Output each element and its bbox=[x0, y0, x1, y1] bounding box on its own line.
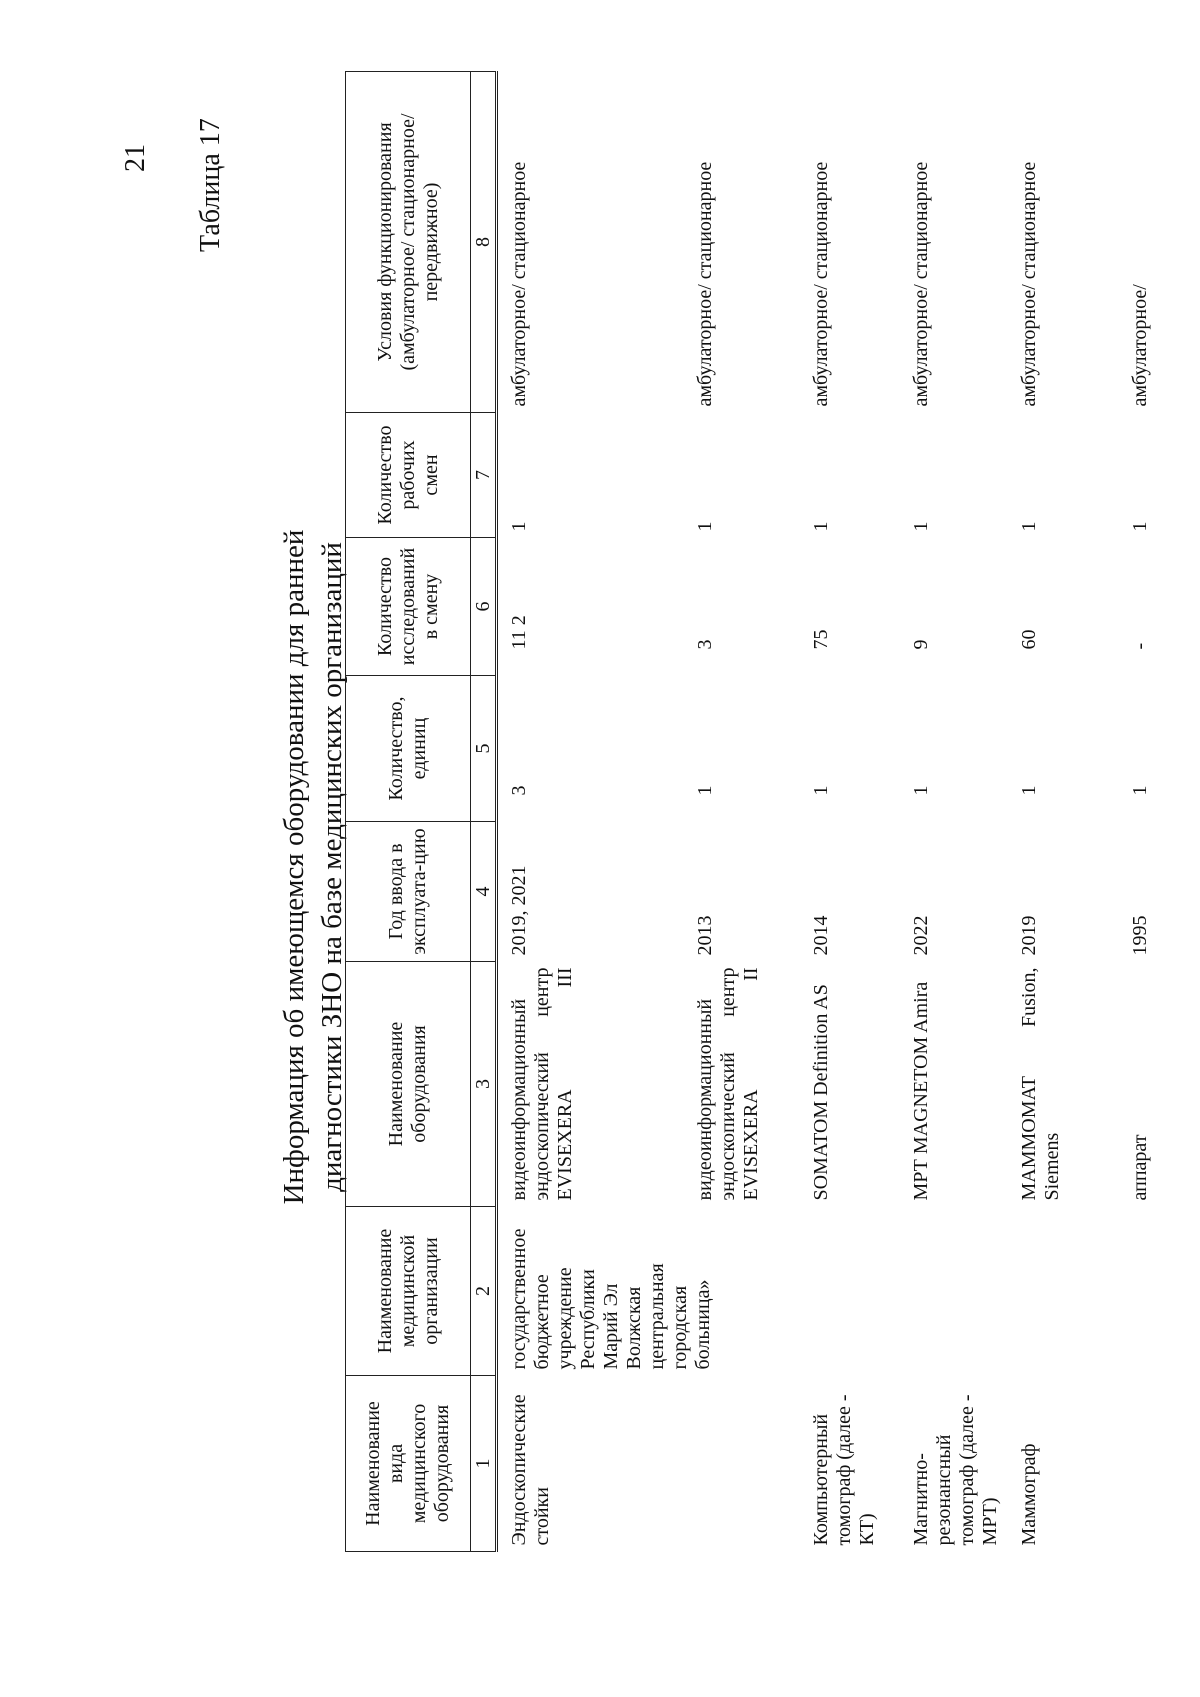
page-number: 21 bbox=[120, 144, 151, 172]
cell-year: 2013 bbox=[694, 915, 716, 956]
cell-studies: 11 2 bbox=[508, 615, 530, 650]
cell-organization: государственное бюджетное учреждение Республики Марий Эл Волжская центральная городская больница» bbox=[508, 1228, 714, 1370]
cell-conditions: амбулаторное/ стационарное bbox=[508, 161, 530, 407]
cell-type bbox=[684, 1376, 800, 1552]
cell-studies: 3 bbox=[694, 639, 716, 650]
column-number: 8 bbox=[471, 72, 497, 413]
column-number: 2 bbox=[471, 1207, 497, 1376]
cell-year: 2022 bbox=[910, 915, 932, 956]
cell-conditions: амбулаторное/ стационарное bbox=[810, 161, 832, 407]
header-year: Год ввода в эксплуата-цию bbox=[346, 822, 471, 962]
cell-shifts: 1 bbox=[1018, 521, 1040, 532]
column-number: 3 bbox=[471, 962, 497, 1207]
header-conditions: Условия функционирования (амбулаторное/ стационарное/ передвижное) bbox=[346, 72, 471, 413]
cell-count: 1 bbox=[1018, 785, 1040, 796]
table-row bbox=[1008, 72, 1119, 1552]
cell-shifts: 1 bbox=[910, 521, 932, 532]
cell-equipment: видеоинформационный эндоскопический центр EVISEXERA III bbox=[508, 967, 576, 1201]
column-number-row bbox=[471, 72, 497, 1552]
table-title-line-1: Информация об имеющемся оборудовании для ранней bbox=[278, 529, 310, 1205]
cell-conditions: амбулаторное/ стационарное bbox=[694, 161, 716, 407]
table-caption: Таблица 17 bbox=[195, 118, 226, 252]
cell-conditions: амбулаторное/ стационарное bbox=[910, 161, 932, 407]
cell-type: Маммограф bbox=[1018, 1443, 1040, 1546]
column-number: 1 bbox=[471, 1376, 497, 1552]
table-header-row bbox=[346, 72, 471, 1552]
column-number: 7 bbox=[471, 413, 497, 538]
cell-equipment: SOMATOM Definition AS bbox=[810, 984, 832, 1201]
cell-shifts: 1 bbox=[1129, 521, 1151, 532]
header-equipment-name: Наименование оборудования bbox=[346, 962, 471, 1207]
cell-type: Магнитно-резонансный томограф (далее - МРТ) bbox=[910, 1394, 1001, 1546]
header-shifts: Количество рабочих смен bbox=[346, 413, 471, 538]
cell-year: 1995 bbox=[1129, 915, 1151, 956]
cell-organization bbox=[900, 1207, 1008, 1376]
cell-studies: - bbox=[1129, 642, 1151, 650]
cell-count: 1 bbox=[910, 785, 932, 796]
cell-conditions: амбулаторное/ стационарное bbox=[1018, 161, 1040, 407]
cell-year: 2019, 2021 bbox=[508, 865, 530, 956]
cell-count: 3 bbox=[508, 785, 530, 796]
cell-year: 2014 bbox=[810, 915, 832, 956]
header-count: Количество, единиц bbox=[346, 676, 471, 822]
table-title bbox=[275, 367, 351, 1367]
header-studies: Количество исследований в смену bbox=[346, 538, 471, 676]
cell-count: 1 bbox=[810, 785, 832, 796]
cell-year: 2019 bbox=[1018, 915, 1040, 956]
cell-equipment: видеоинформационный эндоскопический центр EVISEXERA II bbox=[694, 967, 762, 1201]
cell-conditions: амбулаторное/ bbox=[1129, 284, 1151, 407]
table-row bbox=[1119, 72, 1195, 1552]
column-number: 4 bbox=[471, 822, 497, 962]
cell-studies: 75 bbox=[810, 629, 832, 650]
cell-count: 1 bbox=[694, 785, 716, 796]
table-row bbox=[497, 72, 685, 1552]
cell-count: 1 bbox=[1129, 785, 1151, 796]
column-number: 6 bbox=[471, 538, 497, 676]
cell-equipment: MAMMOMAT Fusion, Siemens bbox=[1018, 967, 1063, 1201]
table-row bbox=[900, 72, 1008, 1552]
cell-shifts: 1 bbox=[694, 521, 716, 532]
header-equipment-type: Наименование вида медицинского оборудования bbox=[346, 1376, 471, 1552]
cell-studies: 60 bbox=[1018, 629, 1040, 650]
table-title-line-2: диагностики ЗНО на базе медицинских организаций bbox=[316, 542, 348, 1192]
cell-type: Компьютерный томограф (далее - КТ) bbox=[810, 1394, 878, 1546]
cell-type: Эндоскопические стойки bbox=[508, 1394, 553, 1546]
cell-shifts: 1 bbox=[810, 521, 832, 532]
header-organization: Наименование медицинской организации bbox=[346, 1207, 471, 1376]
equipment-table bbox=[345, 71, 1195, 1552]
column-number: 5 bbox=[471, 676, 497, 822]
cell-organization bbox=[1119, 1207, 1195, 1376]
cell-type bbox=[1119, 1376, 1195, 1552]
cell-equipment: МРТ MAGNETOM Amira bbox=[910, 981, 932, 1201]
cell-shifts: 1 bbox=[508, 521, 530, 532]
cell-equipment: аппарат bbox=[1129, 1134, 1151, 1201]
cell-studies: 9 bbox=[910, 639, 932, 650]
cell-organization bbox=[1008, 1207, 1119, 1376]
